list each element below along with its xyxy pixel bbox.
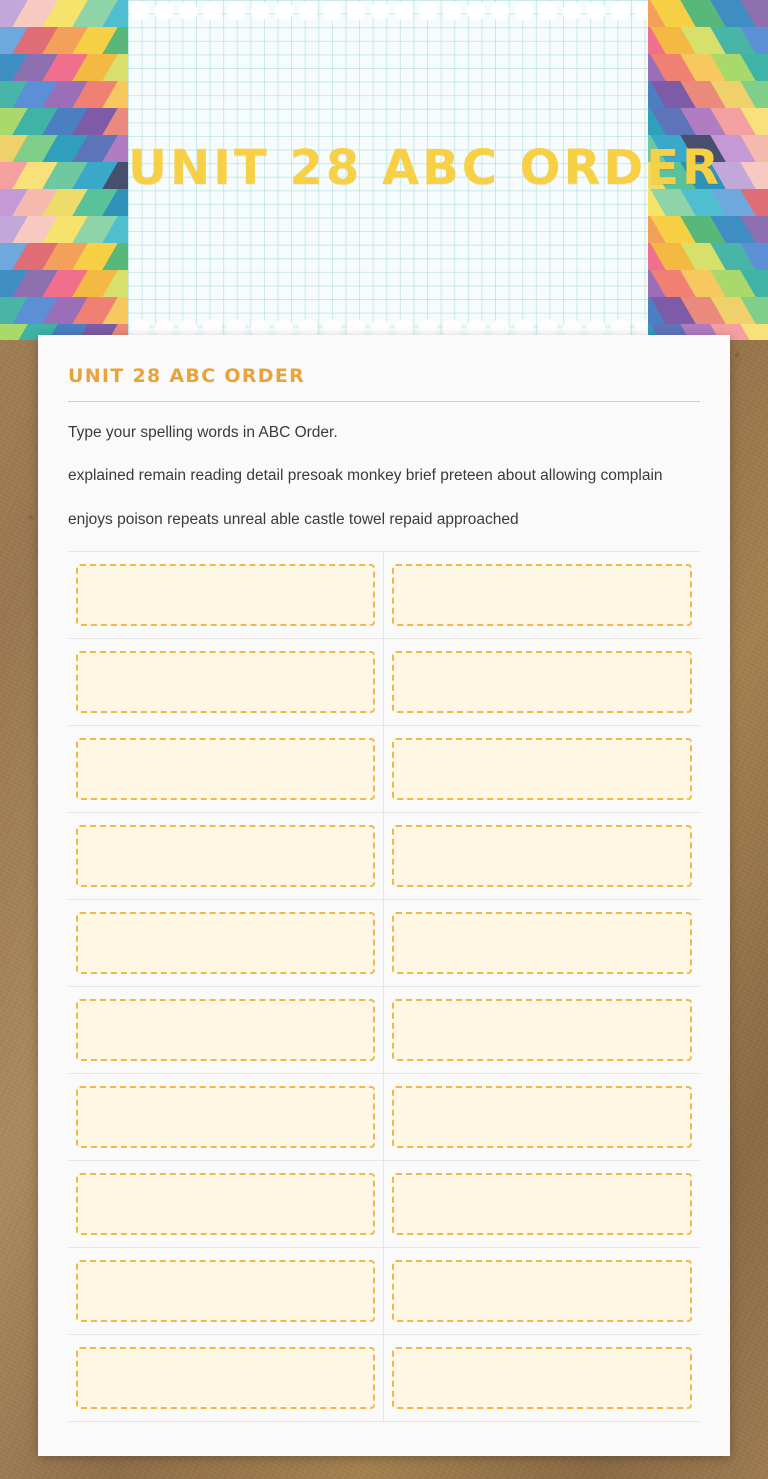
answer-cell bbox=[384, 639, 700, 726]
answer-blank-input[interactable] bbox=[392, 564, 692, 626]
answer-blank-input[interactable] bbox=[76, 564, 375, 626]
answer-blank-input[interactable] bbox=[76, 825, 375, 887]
answer-blank-input[interactable] bbox=[76, 1347, 375, 1409]
page-title: UNIT 28 ABC ORDER bbox=[68, 365, 306, 387]
answer-cell bbox=[68, 1248, 384, 1335]
answer-blank-input[interactable] bbox=[76, 999, 375, 1061]
answer-cell bbox=[384, 813, 700, 900]
answer-cell bbox=[68, 813, 384, 900]
answer-cell bbox=[384, 552, 700, 639]
answer-blank-input[interactable] bbox=[76, 1173, 375, 1235]
answer-cell bbox=[384, 1161, 700, 1248]
answer-blank-input[interactable] bbox=[392, 1173, 692, 1235]
worksheet-banner bbox=[0, 0, 768, 340]
answer-blank-input[interactable] bbox=[76, 912, 375, 974]
answer-cell bbox=[384, 1248, 700, 1335]
answer-grid bbox=[68, 551, 700, 1422]
word-list-line-1: explained remain reading detail presoak monkey brief preteen about allowing complain bbox=[68, 467, 663, 485]
answer-blank-input[interactable] bbox=[76, 1086, 375, 1148]
answer-cell bbox=[68, 726, 384, 813]
answer-cell bbox=[384, 1074, 700, 1161]
answer-cell bbox=[68, 1161, 384, 1248]
answer-blank-input[interactable] bbox=[76, 651, 375, 713]
answer-cell bbox=[68, 639, 384, 726]
banner-title: UNIT 28 ABC ORDER bbox=[128, 140, 722, 196]
answer-blank-input[interactable] bbox=[76, 738, 375, 800]
answer-blank-input[interactable] bbox=[392, 825, 692, 887]
word-list-line-2: enjoys poison repeats unreal able castle towel repaid approached bbox=[68, 511, 519, 529]
answer-cell bbox=[68, 1074, 384, 1161]
answer-blank-input[interactable] bbox=[392, 1260, 692, 1322]
answer-cell bbox=[384, 900, 700, 987]
answer-blank-input[interactable] bbox=[392, 912, 692, 974]
chevron-pattern-left bbox=[0, 0, 130, 340]
answer-blank-input[interactable] bbox=[392, 738, 692, 800]
answer-blank-input[interactable] bbox=[392, 651, 692, 713]
answer-cell bbox=[68, 552, 384, 639]
answer-blank-input[interactable] bbox=[392, 1347, 692, 1409]
answer-blank-input[interactable] bbox=[76, 1260, 375, 1322]
answer-blank-input[interactable] bbox=[392, 999, 692, 1061]
answer-cell bbox=[384, 726, 700, 813]
answer-cell bbox=[384, 987, 700, 1074]
answer-cell bbox=[384, 1335, 700, 1422]
answer-blank-input[interactable] bbox=[392, 1086, 692, 1148]
worksheet-card bbox=[38, 335, 730, 1456]
answer-cell bbox=[68, 1335, 384, 1422]
instructions-text: Type your spelling words in ABC Order. bbox=[68, 424, 338, 441]
answer-cell bbox=[68, 900, 384, 987]
answer-cell bbox=[68, 987, 384, 1074]
title-divider bbox=[68, 401, 700, 402]
